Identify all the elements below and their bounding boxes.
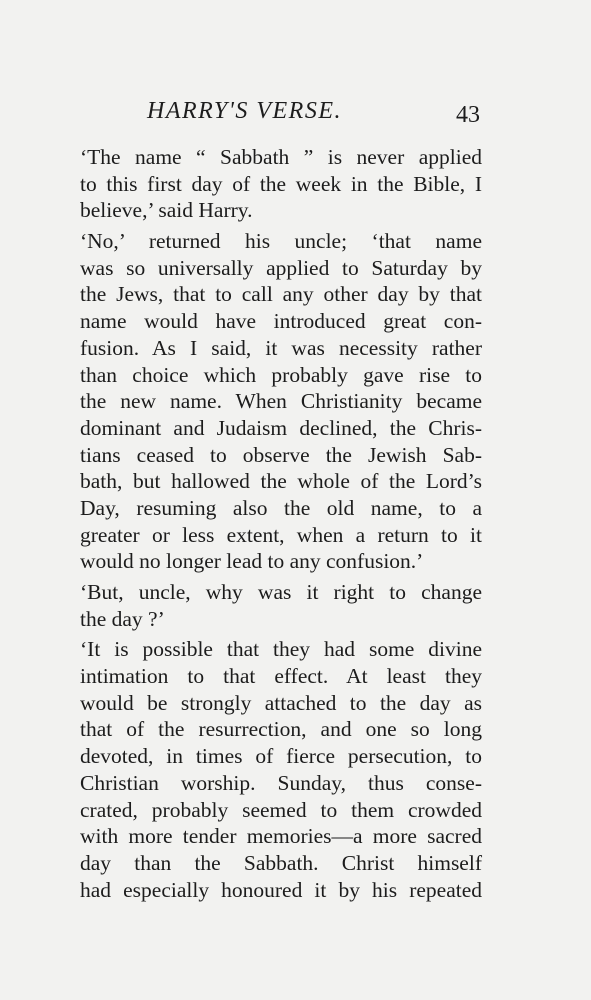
- text-line: the Jews, that to call any other day by that: [80, 282, 482, 307]
- text-line: fusion. As I said, it was necessity rather: [80, 335, 482, 360]
- text-line: Day, resuming also the old name, to a: [80, 495, 482, 520]
- text-line: to this first day of the week in the Bible, I: [80, 171, 482, 196]
- text-line: ‘No,’ returned his uncle; ‘that name: [80, 229, 482, 254]
- text-line: believe,’ said Harry.: [80, 198, 253, 223]
- page-number: 43: [456, 102, 480, 128]
- text-line: was so universally applied to Saturday by: [80, 255, 482, 280]
- body-text: [80, 144, 482, 903]
- text-line: day than the Sabbath. Christ himself: [80, 850, 482, 875]
- text-line: greater or less extent, when a return to it: [80, 522, 482, 547]
- text-line: tians ceased to observe the Jewish Sab-: [80, 442, 482, 467]
- text-line: with more tender memories—a more sacred: [80, 824, 482, 849]
- text-line: would be strongly attached to the day as: [80, 690, 482, 715]
- text-line: bath, but hallowed the whole of the Lord’s: [80, 469, 482, 494]
- text-line: crated, probably seemed to them crowded: [80, 797, 482, 822]
- text-line: ‘It is possible that they had some divine: [80, 637, 482, 662]
- text-line: the day ?’: [80, 606, 165, 631]
- text-line: would no longer lead to any confusion.’: [80, 549, 424, 574]
- text-line: than choice which probably gave rise to: [80, 362, 482, 387]
- text-line: devoted, in times of fierce persecution, to: [80, 744, 482, 769]
- page-header: [80, 98, 480, 132]
- text-line: dominant and Judaism declined, the Chris-: [80, 415, 482, 440]
- running-head: HARRY'S VERSE.: [147, 98, 342, 124]
- text-line: the new name. When Christianity became: [80, 389, 482, 414]
- text-line: ‘The name “ Sabbath ” is never applied: [80, 145, 482, 169]
- text-line: name would have introduced great con-: [80, 309, 482, 334]
- text-line: Christian worship. Sunday, thus conse-: [80, 770, 482, 795]
- text-line: intimation to that effect. At least they: [80, 664, 482, 689]
- text-line: that of the resurrection, and one so long: [80, 717, 482, 742]
- text-line: ‘But, uncle, why was it right to change: [80, 580, 482, 604]
- text-line: had especially honoured it by his repeated: [80, 877, 482, 902]
